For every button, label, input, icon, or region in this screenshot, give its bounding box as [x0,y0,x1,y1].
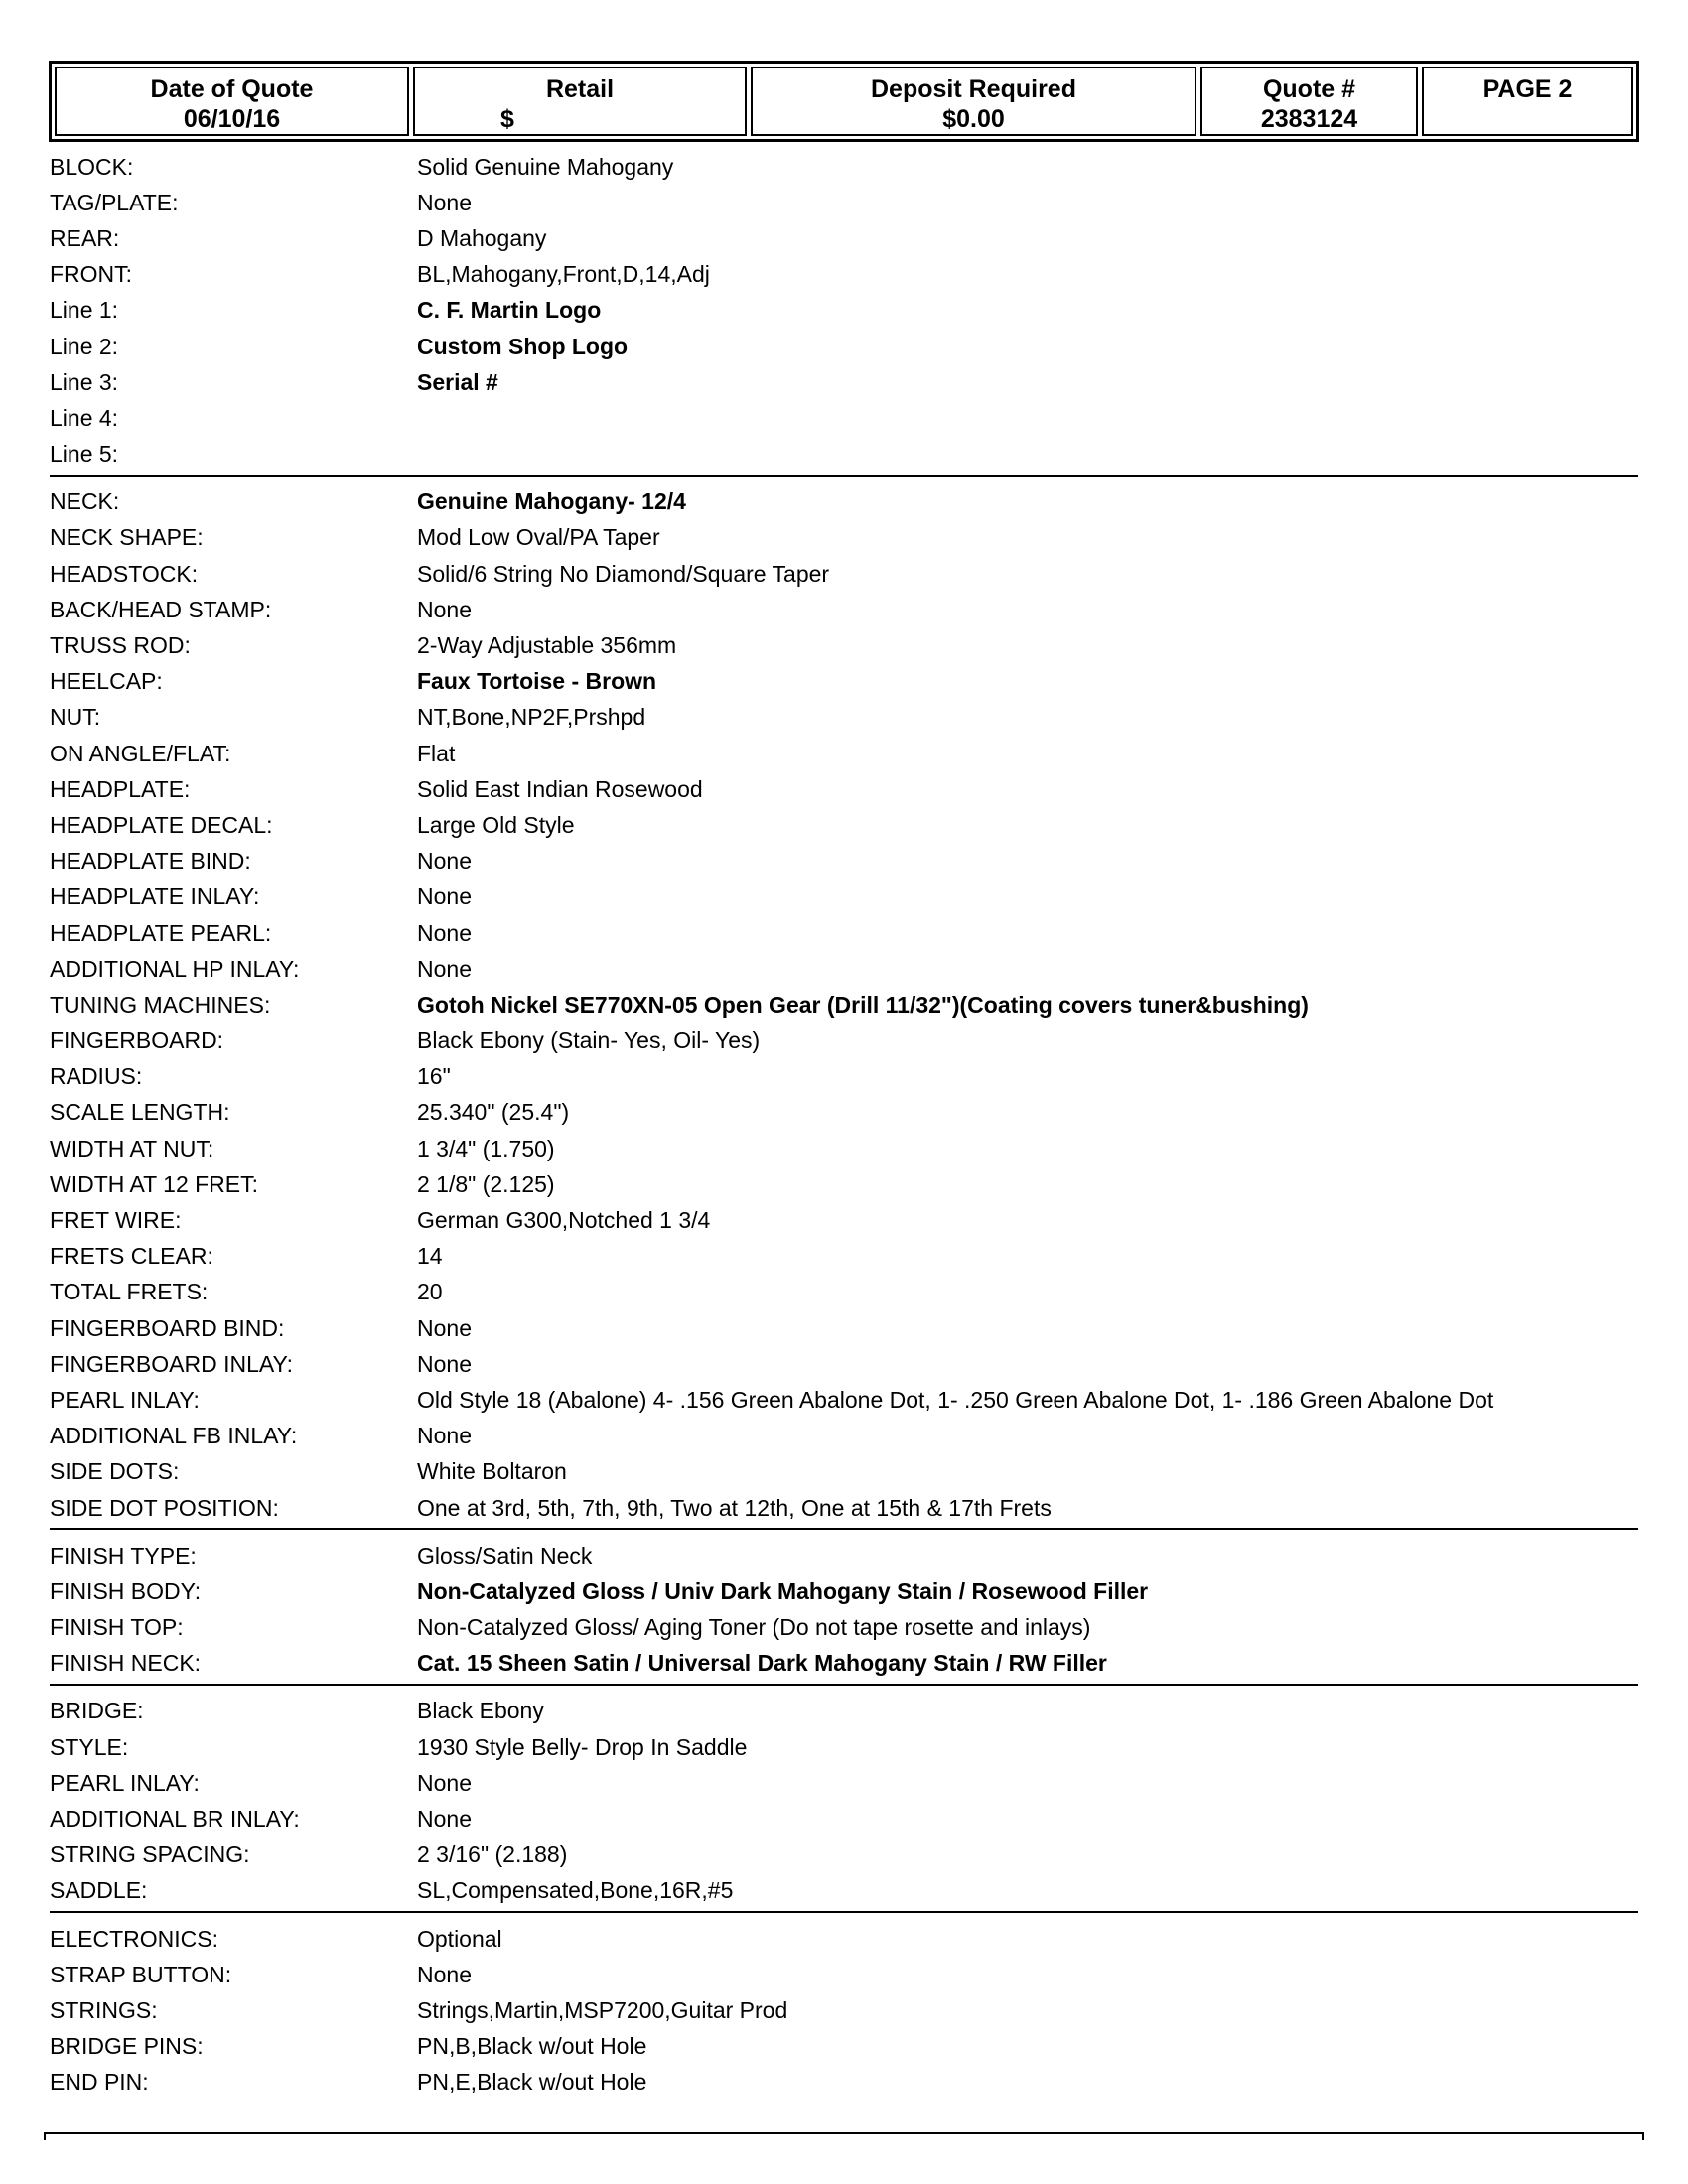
spec-label: NUT: [50,704,101,731]
spec-label: HEELCAP: [50,668,163,695]
footer-rule [44,2132,1644,2134]
spec-value: Old Style 18 (Abalone) 4- .156 Green Abalone Dot, 1- .250 Green Abalone Dot, 1- .186 Green Abalone Dot [417,1386,1494,1413]
spec-label: HEADPLATE PEARL: [50,919,272,946]
spec-value: None [417,919,472,946]
spec-row [50,1921,1638,1957]
spec-row [50,1765,1638,1801]
spec-row [50,844,1638,880]
spec-label: WIDTH AT NUT: [50,1135,214,1161]
spec-value: 2 3/16" (2.188) [417,1842,568,1868]
spec-row [50,736,1638,771]
spec-label: NECK SHAPE: [50,524,204,551]
spec-row [50,1729,1638,1765]
spec-value: 1 3/4" (1.750) [417,1135,555,1161]
spec-label: SIDE DOT POSITION: [50,1494,279,1521]
spec-value: Gloss/Satin Neck [417,1542,593,1569]
spec-label: SADDLE: [50,1877,148,1904]
quote-header [49,61,1639,142]
spec-value: Non-Catalyzed Gloss/ Aging Toner (Do not tape rosette and inlays) [417,1614,1091,1641]
retail-label: Retail [545,75,615,103]
spec-value: Flat [417,740,456,766]
page-label: PAGE 2 [1482,75,1573,103]
spec-row [50,1573,1638,1609]
spec-label: Line 5: [50,441,119,468]
spec-label: Line 1: [50,297,119,324]
spec-label: ON ANGLE/FLAT: [50,740,231,766]
spec-row [50,257,1638,293]
spec-value: Optional [417,1925,502,1952]
spec-value: 1930 Style Belly- Drop In Saddle [417,1733,748,1760]
spec-label: TRUSS ROD: [50,632,191,659]
spec-row [50,1838,1638,1873]
spec-label: FRETS CLEAR: [50,1243,213,1270]
spec-value: White Boltaron [417,1458,567,1485]
spec-label: FINGERBOARD INLAY: [50,1350,293,1377]
spec-label: Line 2: [50,333,119,359]
spec-label: ADDITIONAL BR INLAY: [50,1806,300,1833]
spec-value: None [417,596,472,622]
spec-label: STRAP BUTTON: [50,1961,232,1987]
spec-value: Faux Tortoise - Brown [417,668,657,695]
spec-row [50,1202,1638,1238]
spec-row [50,364,1638,400]
spec-value: 2-Way Adjustable 356mm [417,632,677,659]
spec-value: Solid/6 String No Diamond/Square Taper [417,560,830,587]
spec-value: None [417,955,472,982]
spec-value: Serial # [417,368,498,395]
date-value: 06/10/16 [183,105,281,133]
spec-label: RADIUS: [50,1063,143,1090]
spec-row [50,915,1638,951]
spec-row [50,400,1638,436]
spec-row [50,329,1638,364]
spec-section [50,1538,1638,1686]
spec-row [50,987,1638,1023]
spec-value: Cat. 15 Sheen Satin / Universal Dark Mahogany Stain / RW Filler [417,1650,1107,1677]
quote-number-cell [1200,67,1418,136]
spec-label: WIDTH AT 12 FRET: [50,1170,259,1197]
spec-row [50,1166,1638,1202]
spec-value: C. F. Martin Logo [417,297,602,324]
spec-row [50,1610,1638,1646]
spec-label: ADDITIONAL FB INLAY: [50,1423,298,1449]
date-label: Date of Quote [150,75,314,103]
spec-row [50,520,1638,556]
spec-row [50,1801,1638,1837]
spec-value: None [417,1769,472,1796]
spec-row [50,592,1638,627]
spec-row [50,220,1638,256]
spec-value: German G300,Notched 1 3/4 [417,1207,711,1234]
spec-section [50,1921,1638,2103]
spec-value: Mod Low Oval/PA Taper [417,524,660,551]
spec-label: FINGERBOARD: [50,1027,224,1054]
spec-value: One at 3rd, 5th, 7th, 9th, Two at 12th, One at 15th & 17th Frets [417,1494,1052,1521]
spec-row [50,1873,1638,1909]
spec-row [50,2065,1638,2101]
spec-label: HEADPLATE BIND: [50,848,251,875]
spec-row [50,1419,1638,1454]
spec-label: STRING SPACING: [50,1842,250,1868]
spec-label: HEADSTOCK: [50,560,199,587]
spec-label: Line 3: [50,368,119,395]
quote-label: Quote # [1262,75,1356,103]
spec-row [50,951,1638,987]
spec-value: Solid Genuine Mahogany [417,153,674,180]
deposit-value: $0.00 [942,105,1005,133]
spec-row [50,1538,1638,1573]
spec-section [50,1694,1638,1913]
spec-row [50,1275,1638,1310]
spec-row [50,771,1638,807]
spec-label: NECK: [50,488,120,515]
spec-sheet [50,149,1638,2111]
date-of-quote-cell [55,67,409,136]
spec-value: None [417,1314,472,1341]
spec-label: PEARL INLAY: [50,1386,200,1413]
spec-row [50,1382,1638,1418]
spec-label: TAG/PLATE: [50,189,179,215]
spec-label: SIDE DOTS: [50,1458,180,1485]
spec-row [50,1024,1638,1059]
spec-value: None [417,848,472,875]
spec-label: ELECTRONICS: [50,1925,218,1952]
spec-label: FRET WIRE: [50,1207,182,1234]
spec-value: None [417,1423,472,1449]
spec-label: PEARL INLAY: [50,1769,200,1796]
spec-label: FINISH BODY: [50,1577,202,1604]
spec-value: None [417,884,472,910]
spec-label: STYLE: [50,1733,129,1760]
spec-label: REAR: [50,224,120,251]
spec-label: HEADPLATE: [50,775,191,802]
spec-row [50,1131,1638,1166]
spec-value: Black Ebony (Stain- Yes, Oil- Yes) [417,1027,761,1054]
spec-label: TOTAL FRETS: [50,1279,209,1305]
spec-row [50,1490,1638,1526]
spec-value: Strings,Martin,MSP7200,Guitar Prod [417,1996,788,2023]
spec-label: SCALE LENGTH: [50,1099,230,1126]
spec-row [50,880,1638,915]
spec-row [50,149,1638,185]
spec-row [50,1694,1638,1729]
page-cell [1422,67,1633,136]
spec-label: ADDITIONAL HP INLAY: [50,955,300,982]
spec-value: D Mahogany [417,224,547,251]
spec-value: Genuine Mahogany- 12/4 [417,488,686,515]
spec-label: FINISH NECK: [50,1650,202,1677]
spec-section [50,484,1638,1530]
spec-row [50,807,1638,843]
spec-section [50,149,1638,477]
spec-value: Non-Catalyzed Gloss / Univ Dark Mahogany Stain / Rosewood Filler [417,1577,1149,1604]
spec-row [50,484,1638,520]
spec-label: BLOCK: [50,153,134,180]
spec-row [50,700,1638,736]
spec-value: Gotoh Nickel SE770XN-05 Open Gear (Drill 11/32")(Coating covers tuner&bushing) [417,991,1309,1018]
spec-row [50,185,1638,220]
spec-row [50,1095,1638,1131]
spec-row [50,1646,1638,1682]
spec-label: BRIDGE PINS: [50,2033,204,2060]
spec-value: BL,Mahogany,Front,D,14,Adj [417,261,710,288]
spec-value: Custom Shop Logo [417,333,629,359]
spec-row [50,1957,1638,1992]
spec-value: SL,Compensated,Bone,16R,#5 [417,1877,734,1904]
quote-value: 2383124 [1260,105,1358,133]
spec-row [50,1454,1638,1490]
spec-value: 16" [417,1063,451,1090]
spec-row [50,664,1638,700]
spec-label: FINISH TOP: [50,1614,184,1641]
spec-label: END PIN: [50,2069,149,2096]
spec-value: PN,E,Black w/out Hole [417,2069,647,2096]
spec-value: 25.340" (25.4") [417,1099,570,1126]
spec-row [50,293,1638,329]
spec-row [50,437,1638,473]
spec-value: None [417,189,472,215]
spec-label: BRIDGE: [50,1698,144,1724]
spec-row [50,1059,1638,1095]
spec-value: None [417,1350,472,1377]
retail-cell [413,67,747,136]
spec-row [50,627,1638,663]
spec-value: 14 [417,1243,443,1270]
spec-row [50,1310,1638,1346]
spec-label: FINGERBOARD BIND: [50,1314,285,1341]
spec-value: PN,B,Black w/out Hole [417,2033,647,2060]
spec-value: None [417,1806,472,1833]
spec-label: BACK/HEAD STAMP: [50,596,272,622]
spec-value: NT,Bone,NP2F,Prshpd [417,704,646,731]
spec-row [50,1992,1638,2028]
spec-row [50,1346,1638,1382]
deposit-label: Deposit Required [871,75,1076,103]
spec-value: 2 1/8" (2.125) [417,1170,555,1197]
spec-label: TUNING MACHINES: [50,991,271,1018]
spec-value: Black Ebony [417,1698,544,1724]
spec-row [50,2029,1638,2065]
spec-value: None [417,1961,472,1987]
deposit-cell [751,67,1196,136]
spec-row [50,1239,1638,1275]
spec-label: HEADPLATE DECAL: [50,811,273,838]
spec-row [50,556,1638,592]
spec-value: 20 [417,1279,443,1305]
spec-value: Solid East Indian Rosewood [417,775,703,802]
retail-value: $ [500,105,514,133]
spec-label: Line 4: [50,404,119,431]
spec-label: FRONT: [50,261,133,288]
spec-label: HEADPLATE INLAY: [50,884,260,910]
spec-label: FINISH TYPE: [50,1542,197,1569]
spec-value: Large Old Style [417,811,575,838]
spec-label: STRINGS: [50,1996,158,2023]
